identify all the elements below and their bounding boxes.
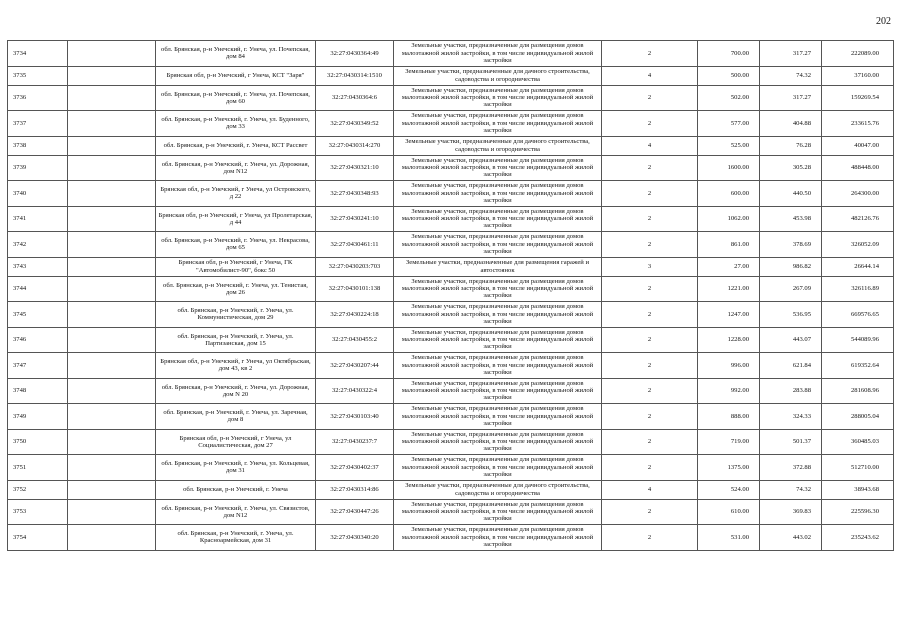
- empty-cell: [68, 378, 156, 404]
- area-cell: 1221.00: [698, 276, 760, 302]
- unit-price-cell: 440.50: [760, 181, 822, 207]
- table-row: [8, 111, 894, 137]
- empty-cell: [68, 276, 156, 302]
- land-use-cell: Земельные участки, предназначенные для размещения домов малоэтажной жилой застройки, в том числе индивидуальной жилой застройки: [394, 85, 602, 111]
- table-row: [8, 66, 894, 85]
- cadastral-number-cell: 32:27:0430447:26: [316, 499, 394, 525]
- unit-price-cell: 443.02: [760, 525, 822, 551]
- table-row: [8, 41, 894, 67]
- cadastral-cost-cell: 264300.00: [822, 181, 894, 207]
- category-cell: 4: [602, 66, 698, 85]
- category-cell: 4: [602, 136, 698, 155]
- address-cell: Брянская обл, р-н Унечский, г Унеча, КСТ "Заря": [156, 66, 316, 85]
- unit-price-cell: 74.32: [760, 480, 822, 499]
- cadastral-number-cell: 32:27:0430340:20: [316, 525, 394, 551]
- land-use-cell: Земельные участки, предназначенные для размещения домов малоэтажной жилой застройки, в том числе индивидуальной жилой застройки: [394, 206, 602, 232]
- cadastral-number-cell: 32:27:0430103:40: [316, 404, 394, 430]
- unit-price-cell: 76.28: [760, 136, 822, 155]
- unit-price-cell: 378.69: [760, 232, 822, 258]
- empty-cell: [68, 41, 156, 67]
- cadastral-cost-cell: 40047.00: [822, 136, 894, 155]
- category-cell: 4: [602, 480, 698, 499]
- cadastral-cost-cell: 281608.96: [822, 378, 894, 404]
- category-cell: 2: [602, 41, 698, 67]
- empty-cell: [68, 181, 156, 207]
- land-use-cell: Земельные участки, предназначенные для размещения домов малоэтажной жилой застройки, в том числе индивидуальной жилой застройки: [394, 111, 602, 137]
- unit-price-cell: 501.37: [760, 429, 822, 455]
- cadastral-number-cell: 32:27:0430364:49: [316, 41, 394, 67]
- table-row: [8, 136, 894, 155]
- land-use-cell: Земельные участки, предназначенные для размещения домов малоэтажной жилой застройки, в том числе индивидуальной жилой застройки: [394, 525, 602, 551]
- land-use-cell: Земельные участки, предназначенные для размещения домов малоэтажной жилой застройки, в том числе индивидуальной жилой застройки: [394, 302, 602, 328]
- area-cell: 600.00: [698, 181, 760, 207]
- category-cell: 2: [602, 455, 698, 481]
- row-number: 3744: [8, 276, 68, 302]
- address-cell: Брянская обл, р-н Унечский, г Унеча, ул Октябрьская, дом 43, кв 2: [156, 353, 316, 379]
- cadastral-cost-cell: 26644.14: [822, 257, 894, 276]
- area-cell: 1062.00: [698, 206, 760, 232]
- address-cell: Брянская обл, р-н Унечский, г Унеча, ул Пролетарская, д 44: [156, 206, 316, 232]
- area-cell: 500.00: [698, 66, 760, 85]
- unit-price-cell: 283.88: [760, 378, 822, 404]
- empty-cell: [68, 525, 156, 551]
- unit-price-cell: 621.84: [760, 353, 822, 379]
- row-number: 3734: [8, 41, 68, 67]
- land-use-cell: Земельные участки, предназначенные для размещения домов малоэтажной жилой застройки, в том числе индивидуальной жилой застройки: [394, 327, 602, 353]
- address-cell: обл. Брянская, р-н Унечский, г. Унеча, ул. Буденного, дом 33: [156, 111, 316, 137]
- area-cell: 502.00: [698, 85, 760, 111]
- table-row: [8, 353, 894, 379]
- row-number: 3742: [8, 232, 68, 258]
- table-row: [8, 327, 894, 353]
- empty-cell: [68, 480, 156, 499]
- empty-cell: [68, 111, 156, 137]
- cadastral-number-cell: 32:27:0430241:10: [316, 206, 394, 232]
- table-row: [8, 257, 894, 276]
- area-cell: 610.00: [698, 499, 760, 525]
- cadastral-cost-cell: 360485.03: [822, 429, 894, 455]
- category-cell: 2: [602, 181, 698, 207]
- category-cell: 2: [602, 276, 698, 302]
- land-use-cell: Земельные участки, предназначенные для размещения домов малоэтажной жилой застройки, в том числе индивидуальной жилой застройки: [394, 276, 602, 302]
- address-cell: Брянская обл, р-н Унечский, г Унеча, ул Островского, д 22: [156, 181, 316, 207]
- address-cell: обл. Брянская, р-н Унечский, г. Унеча, ул. Дорожная, дом N 20: [156, 378, 316, 404]
- cadastral-number-cell: 32:27:0430322:4: [316, 378, 394, 404]
- category-cell: 2: [602, 378, 698, 404]
- row-number: 3743: [8, 257, 68, 276]
- cadastral-cost-cell: 159269.54: [822, 85, 894, 111]
- area-cell: 719.00: [698, 429, 760, 455]
- category-cell: 2: [602, 85, 698, 111]
- unit-price-cell: 453.98: [760, 206, 822, 232]
- area-cell: 861.00: [698, 232, 760, 258]
- cadastral-cost-cell: 488448.00: [822, 155, 894, 181]
- address-cell: обл. Брянская, р-н Унечский, г. Унеча, ул. Партизанская, дом 15: [156, 327, 316, 353]
- cadastral-cost-cell: 233615.76: [822, 111, 894, 137]
- table-row: [8, 181, 894, 207]
- area-cell: 992.00: [698, 378, 760, 404]
- empty-cell: [68, 136, 156, 155]
- address-cell: обл. Брянская, р-н Унечский, г. Унеча, ул. Связистов, дом N12: [156, 499, 316, 525]
- cadastral-number-cell: 32:27:0430402:37: [316, 455, 394, 481]
- empty-cell: [68, 499, 156, 525]
- table-row: [8, 429, 894, 455]
- category-cell: 2: [602, 232, 698, 258]
- table-row: [8, 276, 894, 302]
- address-cell: обл. Брянская, р-н Унечский, г. Унеча, ул. Тенистая, дом 26: [156, 276, 316, 302]
- area-cell: 888.00: [698, 404, 760, 430]
- cadastral-number-cell: 32:27:0430348:93: [316, 181, 394, 207]
- cadastral-cost-cell: 38943.68: [822, 480, 894, 499]
- address-cell: обл. Брянская, р-н Унечский, г. Унеча: [156, 480, 316, 499]
- row-number: 3749: [8, 404, 68, 430]
- cadastral-number-cell: 32:27:0430237:7: [316, 429, 394, 455]
- row-number: 3740: [8, 181, 68, 207]
- page-number: 202: [876, 16, 891, 27]
- address-cell: обл. Брянская, р-н Унечский, г. Унеча, ул. Красноармейская, дом 31: [156, 525, 316, 551]
- table-row: [8, 499, 894, 525]
- row-number: 3737: [8, 111, 68, 137]
- unit-price-cell: 443.07: [760, 327, 822, 353]
- table-row: [8, 85, 894, 111]
- cadastral-cost-cell: 326052.09: [822, 232, 894, 258]
- row-number: 3752: [8, 480, 68, 499]
- cadastral-number-cell: 32:27:0430321:10: [316, 155, 394, 181]
- land-use-cell: Земельные участки, предназначенные для размещения домов малоэтажной жилой застройки, в том числе индивидуальной жилой застройки: [394, 232, 602, 258]
- empty-cell: [68, 257, 156, 276]
- land-use-cell: Земельные участки, предназначенные для размещения домов малоэтажной жилой застройки, в том числе индивидуальной жилой застройки: [394, 41, 602, 67]
- area-cell: 1375.00: [698, 455, 760, 481]
- land-use-cell: Земельные участки, предназначенные для размещения домов малоэтажной жилой застройки, в том числе индивидуальной жилой застройки: [394, 378, 602, 404]
- category-cell: 2: [602, 155, 698, 181]
- table-row: [8, 378, 894, 404]
- unit-price-cell: 317.27: [760, 41, 822, 67]
- empty-cell: [68, 66, 156, 85]
- area-cell: 1228.00: [698, 327, 760, 353]
- table-row: [8, 525, 894, 551]
- address-cell: Брянская обл, р-н Унечский, г Унеча, ГК "Автомобилист-90", бокс 50: [156, 257, 316, 276]
- unit-price-cell: 74.32: [760, 66, 822, 85]
- unit-price-cell: 267.09: [760, 276, 822, 302]
- address-cell: обл. Брянская, р-н Унечский, г. Унеча, ул. Кольцевая, дом 31: [156, 455, 316, 481]
- unit-price-cell: 986.82: [760, 257, 822, 276]
- land-use-cell: Земельные участки, предназначенные для размещения гаражей и автостоянок: [394, 257, 602, 276]
- unit-price-cell: 404.88: [760, 111, 822, 137]
- cadastral-number-cell: 32:27:0430314:270: [316, 136, 394, 155]
- land-use-cell: Земельные участки, предназначенные для размещения домов малоэтажной жилой застройки, в том числе индивидуальной жилой застройки: [394, 404, 602, 430]
- cadastral-number-cell: 32:27:0430461:11: [316, 232, 394, 258]
- cadastral-number-cell: 32:27:0430207:44: [316, 353, 394, 379]
- area-cell: 577.00: [698, 111, 760, 137]
- unit-price-cell: 369.83: [760, 499, 822, 525]
- table-row: [8, 302, 894, 328]
- empty-cell: [68, 155, 156, 181]
- category-cell: 2: [602, 353, 698, 379]
- area-cell: 996.00: [698, 353, 760, 379]
- land-use-cell: Земельные участки, предназначенные для размещения домов малоэтажной жилой застройки, в том числе индивидуальной жилой застройки: [394, 429, 602, 455]
- cadastral-cost-cell: 512710.00: [822, 455, 894, 481]
- cadastral-cost-cell: 235243.62: [822, 525, 894, 551]
- row-number: 3736: [8, 85, 68, 111]
- cadastral-cost-cell: 225596.30: [822, 499, 894, 525]
- address-cell: обл. Брянская, р-н Унечский, г. Унеча, ул. Коммунистическая, дом 29: [156, 302, 316, 328]
- address-cell: обл. Брянская, р-н Унечский, г. Унеча, ул. Заречная, дом 8: [156, 404, 316, 430]
- land-use-cell: Земельные участки, предназначенные для дачного строительства, садоводства и огородничества: [394, 136, 602, 155]
- area-cell: 27.00: [698, 257, 760, 276]
- land-registry-table: [7, 40, 894, 551]
- table-row: [8, 232, 894, 258]
- row-number: 3751: [8, 455, 68, 481]
- area-cell: 1247.00: [698, 302, 760, 328]
- category-cell: 3: [602, 257, 698, 276]
- area-cell: 1600.00: [698, 155, 760, 181]
- row-number: 3753: [8, 499, 68, 525]
- land-use-cell: Земельные участки, предназначенные для размещения домов малоэтажной жилой застройки, в том числе индивидуальной жилой застройки: [394, 455, 602, 481]
- cadastral-number-cell: 32:27:0430364:6: [316, 85, 394, 111]
- cadastral-cost-cell: 222089.00: [822, 41, 894, 67]
- table-row: [8, 155, 894, 181]
- empty-cell: [68, 327, 156, 353]
- empty-cell: [68, 353, 156, 379]
- area-cell: 531.00: [698, 525, 760, 551]
- row-number: 3745: [8, 302, 68, 328]
- table-row: [8, 480, 894, 499]
- unit-price-cell: 372.88: [760, 455, 822, 481]
- row-number: 3735: [8, 66, 68, 85]
- row-number: 3750: [8, 429, 68, 455]
- land-use-cell: Земельные участки, предназначенные для размещения домов малоэтажной жилой застройки, в том числе индивидуальной жилой застройки: [394, 181, 602, 207]
- area-cell: 700.00: [698, 41, 760, 67]
- cadastral-number-cell: 32:27:0430203:703: [316, 257, 394, 276]
- land-use-cell: Земельные участки, предназначенные для размещения домов малоэтажной жилой застройки, в том числе индивидуальной жилой застройки: [394, 499, 602, 525]
- area-cell: 525.00: [698, 136, 760, 155]
- table-row: [8, 455, 894, 481]
- category-cell: 2: [602, 404, 698, 430]
- row-number: 3741: [8, 206, 68, 232]
- row-number: 3746: [8, 327, 68, 353]
- address-cell: обл. Брянская, р-н Унечский, г. Унеча, ул. Некрасова, дом 65: [156, 232, 316, 258]
- table-row: [8, 404, 894, 430]
- cadastral-number-cell: 32:27:0430101:138: [316, 276, 394, 302]
- cadastral-number-cell: 32:27:0430224:18: [316, 302, 394, 328]
- address-cell: обл. Брянская, р-н Унечский, г. Унеча, ул. Почепская, дом 60: [156, 85, 316, 111]
- cadastral-number-cell: 32:27:0430314:86: [316, 480, 394, 499]
- address-cell: Брянская обл, р-н Унечский, г Унеча, ул Социалистическая, дом 27: [156, 429, 316, 455]
- row-number: 3747: [8, 353, 68, 379]
- cadastral-cost-cell: 288005.04: [822, 404, 894, 430]
- land-use-cell: Земельные участки, предназначенные для размещения домов малоэтажной жилой застройки, в том числе индивидуальной жилой застройки: [394, 353, 602, 379]
- land-use-cell: Земельные участки, предназначенные для размещения домов малоэтажной жилой застройки, в том числе индивидуальной жилой застройки: [394, 155, 602, 181]
- category-cell: 2: [602, 302, 698, 328]
- address-cell: обл. Брянская, р-н Унечский, г. Унеча, ул. Дорожная, дом N12: [156, 155, 316, 181]
- cadastral-cost-cell: 669576.65: [822, 302, 894, 328]
- cadastral-cost-cell: 619352.64: [822, 353, 894, 379]
- unit-price-cell: 305.28: [760, 155, 822, 181]
- address-cell: обл. Брянская, р-н Унечский, г. Унеча, КСТ Рассвет: [156, 136, 316, 155]
- category-cell: 2: [602, 525, 698, 551]
- empty-cell: [68, 429, 156, 455]
- empty-cell: [68, 404, 156, 430]
- empty-cell: [68, 206, 156, 232]
- row-number: 3748: [8, 378, 68, 404]
- address-cell: обл. Брянская, р-н Унечский, г. Унеча, ул. Почепская, дом 84: [156, 41, 316, 67]
- cadastral-number-cell: 32:27:0430314:1510: [316, 66, 394, 85]
- cadastral-number-cell: 32:27:0430455:2: [316, 327, 394, 353]
- cadastral-number-cell: 32:27:0430349:52: [316, 111, 394, 137]
- category-cell: 2: [602, 111, 698, 137]
- land-use-cell: Земельные участки, предназначенные для дачного строительства, садоводства и огородничества: [394, 66, 602, 85]
- category-cell: 2: [602, 429, 698, 455]
- row-number: 3739: [8, 155, 68, 181]
- category-cell: 2: [602, 206, 698, 232]
- area-cell: 524.00: [698, 480, 760, 499]
- cadastral-cost-cell: 37160.00: [822, 66, 894, 85]
- cadastral-cost-cell: 544089.96: [822, 327, 894, 353]
- cadastral-cost-cell: 482126.76: [822, 206, 894, 232]
- table-row: [8, 206, 894, 232]
- category-cell: 2: [602, 327, 698, 353]
- empty-cell: [68, 302, 156, 328]
- unit-price-cell: 536.95: [760, 302, 822, 328]
- empty-cell: [68, 85, 156, 111]
- row-number: 3738: [8, 136, 68, 155]
- registry-body: [8, 41, 894, 551]
- row-number: 3754: [8, 525, 68, 551]
- category-cell: 2: [602, 499, 698, 525]
- cadastral-cost-cell: 326116.89: [822, 276, 894, 302]
- unit-price-cell: 324.33: [760, 404, 822, 430]
- empty-cell: [68, 455, 156, 481]
- land-use-cell: Земельные участки, предназначенные для дачного строительства, садоводства и огородничества: [394, 480, 602, 499]
- empty-cell: [68, 232, 156, 258]
- unit-price-cell: 317.27: [760, 85, 822, 111]
